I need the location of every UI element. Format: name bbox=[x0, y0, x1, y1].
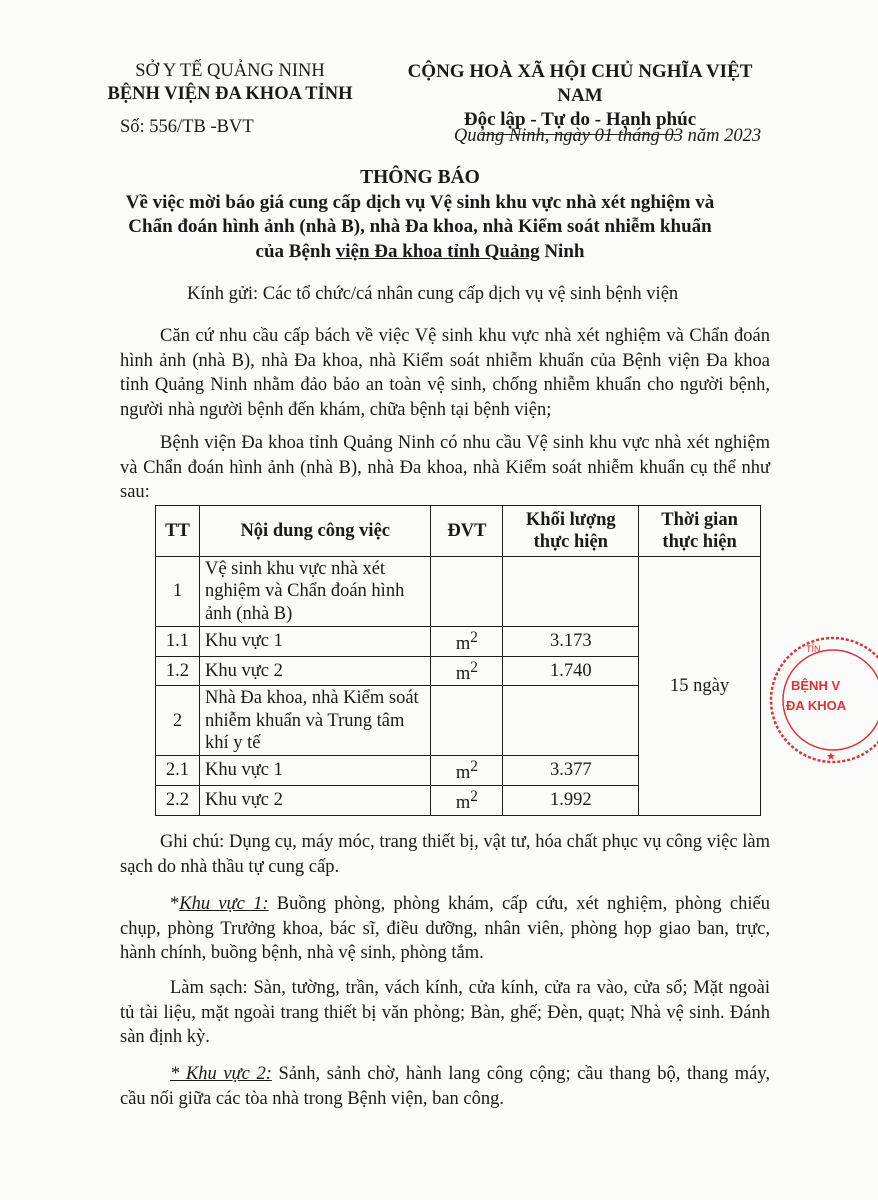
seal-text-line2: ĐA KHOA bbox=[786, 698, 847, 713]
hospital-seal-stamp bbox=[758, 635, 878, 785]
header-content: Nội dung công việc bbox=[199, 506, 431, 557]
document-date: Quảng Ninh, ngày 01 tháng 03 năm 2023 bbox=[453, 126, 762, 146]
cell-tt: 2 bbox=[156, 686, 200, 756]
header-time-line2: thực hiện bbox=[662, 532, 737, 552]
cell-volume bbox=[503, 557, 639, 627]
cell-tt: 1.2 bbox=[156, 656, 200, 686]
seal-text-line1: BỆNH V bbox=[791, 678, 841, 693]
cell-tt: 2.1 bbox=[156, 756, 200, 786]
paragraph-basis: Căn cứ nhu cầu cấp bách về việc Vệ sinh khu vực nhà xét nghiệm và Chẩn đoán hình ảnh (nhà B), nhà Đa khoa, nhà Kiểm soát nhiễm khuẩn của Bệnh viện Đa khoa tỉnh Quảng Ninh nhằm đảo bảo an toàn vệ sinh, chống nhiễm khuẩn cho người bệnh, người nhà người bệnh đến khám, chữa bệnh tại bệnh viện; bbox=[120, 326, 770, 420]
national-motto: Độc lập - Tự do - Hạnh phúc bbox=[463, 109, 697, 130]
unit-text: m bbox=[455, 763, 471, 784]
header-volume-line1: Khối lượng bbox=[525, 509, 616, 530]
header-volume-line2: thực hiện bbox=[533, 532, 608, 552]
cell-unit bbox=[431, 627, 503, 657]
cell-volume bbox=[503, 686, 639, 756]
cell-unit bbox=[431, 557, 503, 627]
cell-tt: 1.1 bbox=[156, 627, 200, 657]
title-line-3-post: Ninh bbox=[539, 240, 585, 262]
svg-text:★: ★ bbox=[826, 751, 836, 763]
cell-unit bbox=[431, 686, 503, 756]
cell-content: Khu vực 2 bbox=[199, 656, 431, 686]
cell-volume: 1.740 bbox=[503, 656, 639, 686]
header-tt: TT bbox=[156, 506, 200, 557]
unit-superscript: 2 bbox=[470, 658, 478, 676]
unit-text: m bbox=[455, 634, 471, 655]
unit-superscript: 2 bbox=[470, 758, 478, 776]
cell-content: Khu vực 2 bbox=[199, 785, 431, 815]
cell-volume: 1.992 bbox=[503, 785, 639, 815]
work-table bbox=[155, 505, 761, 816]
header-time bbox=[639, 506, 761, 557]
seal-text-top: TỈN bbox=[806, 644, 821, 654]
table-row bbox=[156, 557, 761, 627]
area-1-text: Buồng phòng, phòng khám, cấp cứu, xét nghiệm, phòng chiếu chụp, phòng Trưởng khoa, bác sĩ, điều dưỡng, nhân viên, phòng họp giao ban, trực, hành chính, buồng bệnh, nhà vệ sinh, phòng tắm. bbox=[120, 894, 770, 963]
area-2-label: * Khu vực 2: bbox=[170, 1064, 272, 1084]
cell-unit bbox=[431, 756, 503, 786]
cell-tt: 1 bbox=[156, 557, 200, 627]
area-2-text: Sảnh, sảnh chờ, hành lang công cộng; cầu thang bộ, thang máy, cầu nối giữa các tòa nhà trong Bệnh viện, ban công. bbox=[120, 1064, 770, 1109]
cell-content: Khu vực 1 bbox=[199, 756, 431, 786]
cell-content: Nhà Đa khoa, nhà Kiểm soát nhiễm khuẩn và Trung tâm khí y tế bbox=[199, 686, 431, 756]
cell-tt: 2.2 bbox=[156, 785, 200, 815]
cleaning-scope-paragraph: Làm sạch: Sàn, tường, trần, vách kính, cửa kính, cửa ra vào, cửa sổ; Mặt ngoài tủ tài liệu, mặt ngoài trang thiết bị văn phòng; Bàn, ghế; Đèn, quạt; Nhà vệ sinh. Đánh sàn định kỳ. bbox=[120, 978, 770, 1047]
unit-text: m bbox=[455, 793, 471, 814]
document-number: Số: 556/TB -BVT bbox=[120, 117, 254, 137]
header-volume bbox=[503, 506, 639, 557]
issuer-department: SỞ Y TẾ QUẢNG NINH bbox=[135, 61, 325, 81]
unit-superscript: 2 bbox=[470, 629, 478, 646]
national-title: CỘNG HOÀ XÃ HỘI CHỦ NGHĨA VIỆT NAM bbox=[407, 61, 753, 106]
cell-content: Khu vực 1 bbox=[199, 627, 431, 657]
recipient-line: Kính gửi: Các tổ chức/cá nhân cung cấp dịch vụ vệ sinh bệnh viện bbox=[187, 284, 679, 304]
cell-volume: 3.173 bbox=[503, 627, 639, 657]
title-line-3 bbox=[100, 240, 740, 265]
title-main: THÔNG BÁO bbox=[360, 167, 480, 188]
title-line-3-underlined: viện Đa khoa tỉnh Quảng bbox=[335, 240, 540, 262]
header-unit: ĐVT bbox=[431, 506, 503, 557]
cell-duration: 15 ngày bbox=[639, 557, 761, 816]
title-line-3-pre: của Bệnh bbox=[255, 240, 336, 262]
header-time-line1: Thời gian bbox=[661, 509, 738, 530]
paragraph-need: Bệnh viện Đa khoa tỉnh Quảng Ninh có nhu cầu Vệ sinh khu vực nhà xét nghiệm và Chẩn đoán hình ảnh (nhà B), nhà Đa khoa, nhà Kiểm soát nhiễm khuẩn cụ thể như sau: bbox=[120, 433, 770, 502]
area-1-paragraph: *Khu vực 1: Buồng phòng, phòng khám, cấp cứu, xét nghiệm, phòng chiếu chụp, phòng Trưởng khoa, bác sĩ, điều dưỡng, nhân viên, phòng họp giao ban, trực, hành chính, buồng bệnh, nhà vệ sinh, phòng tắm. bbox=[120, 894, 770, 963]
cell-unit bbox=[431, 785, 503, 815]
unit-superscript: 2 bbox=[470, 787, 478, 805]
issuer-hospital: BỆNH VIỆN ĐA KHOA TỈNH bbox=[107, 84, 353, 104]
table-header-row bbox=[156, 506, 761, 557]
cell-volume: 3.377 bbox=[503, 756, 639, 786]
area-1-label: Khu vực 1: bbox=[179, 894, 269, 914]
cell-unit bbox=[431, 656, 503, 686]
document-title bbox=[100, 166, 740, 264]
title-line-2: Chẩn đoán hình ảnh (nhà B), nhà Đa khoa, nhà Kiểm soát nhiễm khuẩn bbox=[128, 216, 712, 237]
note-paragraph: Ghi chú: Dụng cụ, máy móc, trang thiết bị, vật tư, hóa chất phục vụ công việc làm sạch do nhà thầu tự cung cấp. bbox=[120, 832, 770, 877]
unit-text: m bbox=[455, 663, 471, 684]
issuer-block bbox=[95, 60, 365, 106]
cell-content: Vệ sinh khu vực nhà xét nghiệm và Chẩn đoán hình ảnh (nhà B) bbox=[199, 557, 431, 627]
area-2-paragraph bbox=[120, 1062, 770, 1111]
title-line-1: Về việc mời báo giá cung cấp dịch vụ Vệ sinh khu vực nhà xét nghiệm và bbox=[125, 191, 715, 213]
national-motto-block bbox=[390, 60, 770, 135]
